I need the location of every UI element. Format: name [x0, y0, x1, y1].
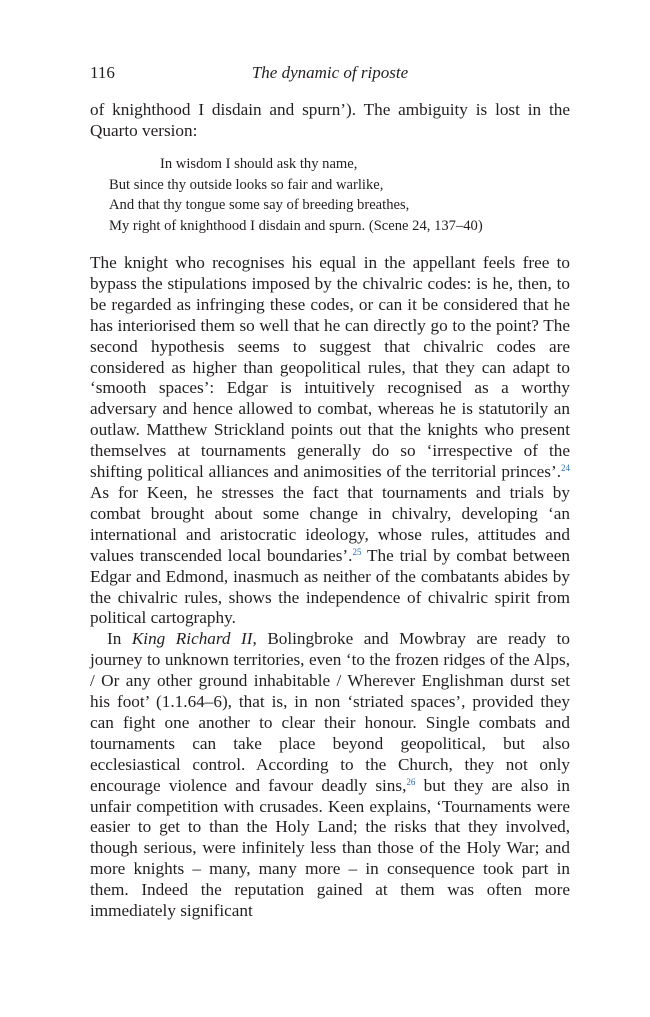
- work-title: King Richard II: [131, 629, 253, 649]
- footnote-ref-26[interactable]: 26: [406, 776, 416, 787]
- body-text: [90, 100, 570, 922]
- verse-quotation: [109, 154, 570, 237]
- running-head: [90, 61, 570, 85]
- paragraph-richard: [90, 629, 570, 922]
- paragraph-text: , Bolingbroke and Mowbray are ready to journey to unknown territories, even ‘to the frozen ridges of the Alps, / Or any other ground inhabitable / Wherever Englishman durst set his foot’ (1.1.64–6), that is, in non ‘striated spaces’, provided they can fight one another to clear their honour. Single combats and tournaments can take place beyond geopolitical, but also ecclesiastical control. According to the Church, they not only encourage violence and favour deadly sins,: [90, 629, 571, 795]
- paragraph-text: In: [107, 629, 132, 649]
- paragraph-text: As for Keen, he stresses the fact that tournaments and trials by combat brought about some change in chivalry, developing ‘an international and aristocratic ideology, whose rules, attitudes and values transcended local boundaries’.: [90, 482, 570, 565]
- paragraph-continuation: of knighthood I disdain and spurn’). The ambiguity is lost in the Quarto version:: [90, 100, 570, 140]
- footnote-ref-25[interactable]: 25: [352, 546, 362, 557]
- footnote-ref-24[interactable]: 24: [561, 463, 570, 474]
- paragraph-knight: [90, 253, 570, 629]
- verse-line: But since thy outside looks so fair and warlike,: [109, 176, 384, 193]
- running-title: The dynamic of riposte: [251, 63, 409, 82]
- verse-line: And that thy tongue some say of breeding breathes,: [109, 197, 410, 214]
- paragraph-text: The trial by combat between Edgar and Edmond, inasmuch as neither of the combatants abides by the chivalric rules, shows the independence of chivalric spirit from political cartography.: [90, 545, 570, 628]
- paragraph-text: but they are also in unfair competition with crusades. Keen explains, ‘Tournaments were easier to get to than the Holy Land; the risks that they involved, though serious, were infinitely less than those of the Holy War; and more knights – many, many more – in consequence took part in them. Indeed the reputation gained at them was often more immediately significant: [90, 775, 570, 921]
- verse-line: My right of knighthood I disdain and spurn. (Scene 24, 137–40): [109, 218, 483, 235]
- page-number: 116: [90, 63, 115, 82]
- verse-line: In wisdom I should ask thy name,: [160, 155, 358, 172]
- paragraph-text: The knight who recognises his equal in the appellant feels free to bypass the stipulations imposed by the chivalric codes: is he, then, to be regarded as infringing these codes, or can it be considered that he has interiorised them so well that he can directly go to the point? The second hypothesis seems to suggest that chivalric codes are considered as higher than geopolitical rules, that they can adapt to ‘smooth spaces’: Edgar is intuitively recognised as a worthy adversary and hence allowed to combat, whereas he is statutorily an outlaw. Matthew Strickland points out that the knights who present themselves at tournaments generally do so ‘irrespective of the shifting political alliances and animosities of the territorial princes’.: [90, 253, 570, 482]
